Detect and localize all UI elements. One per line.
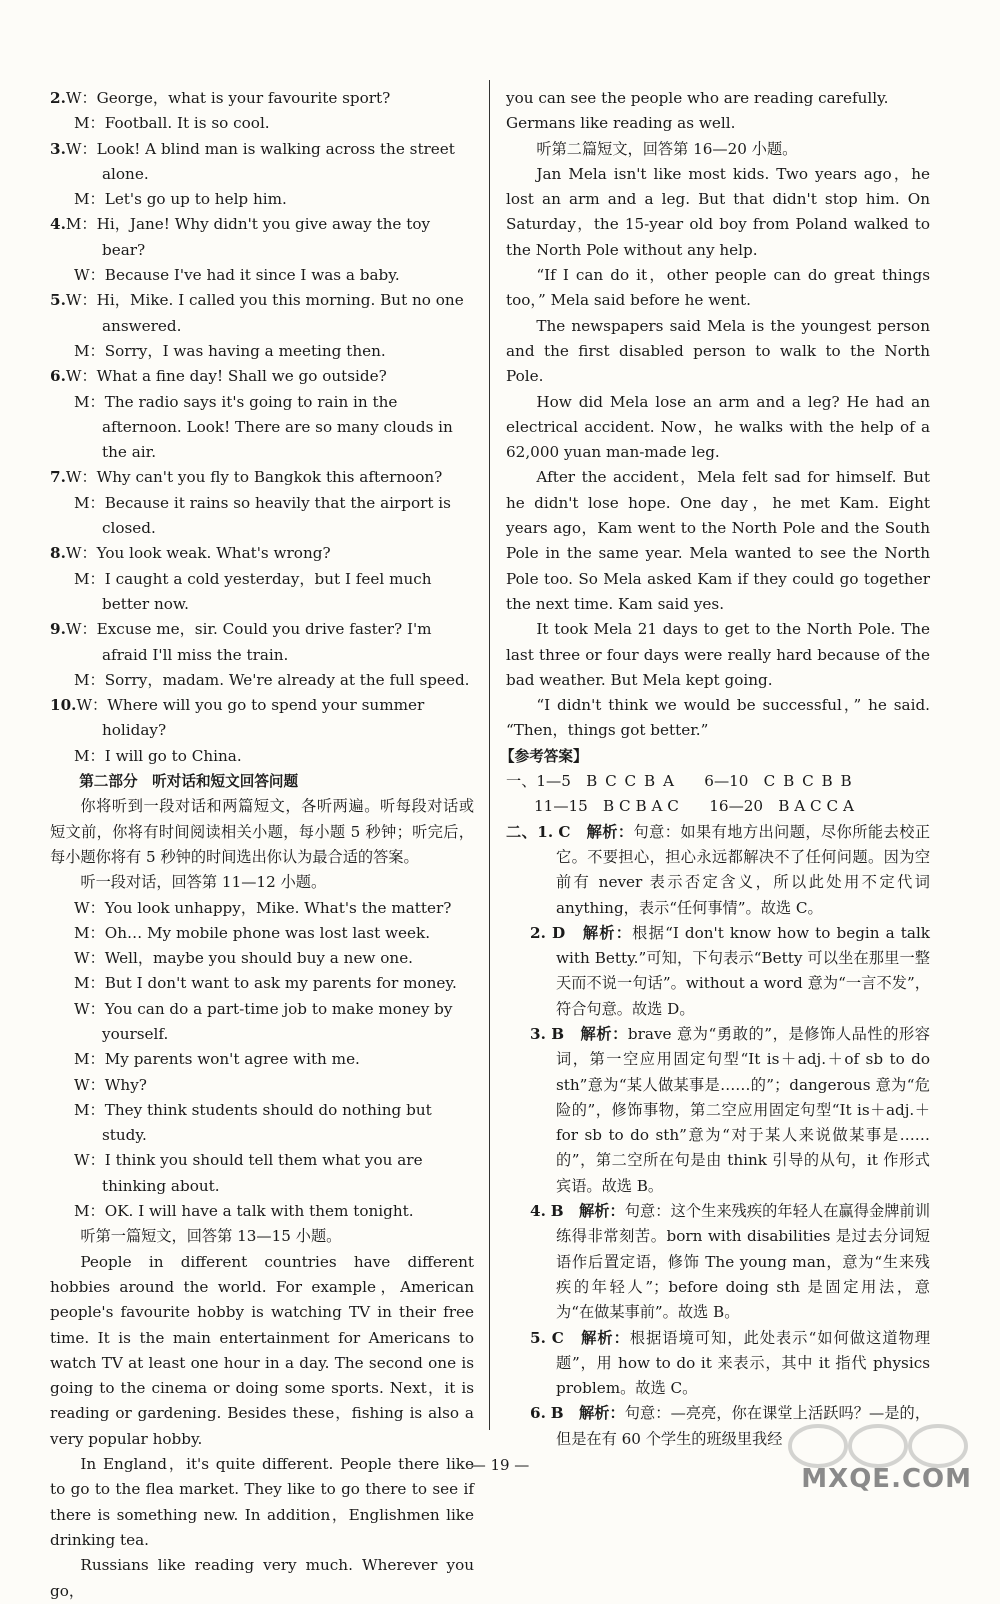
explanation-text: 根据语境可知，此处表示“如何做这道物理题”，用 how to do it 来表示，其中 it 指代 physics problem。故选 C。 <box>556 1328 931 1398</box>
dialogue-line: M：OK. I will have a talk with them tonight. <box>74 1202 414 1221</box>
dialogue-text: M：Because it rains so heavily that the airport is closed. <box>74 493 451 538</box>
passage-intro: 听第二篇短文，回答第 16—20 小题。 <box>536 139 798 158</box>
passage-paragraph: After the accident，Mela felt sad for himself. But he didn't lose hope. One day，he met Kam. Eight years ago，Kam went to the North Pole and the South Pole in the same year. Mela wanted to see the North Pole too. So Mela asked Kam if they could go together the next time. Kam said yes. <box>506 468 930 613</box>
dialogue-line <box>50 491 474 542</box>
item-number: 10. <box>50 696 77 715</box>
explanation-text: 句意：—亮亮，你在课堂上活跃吗？—是的，但是在有 60 个学生的班级里我经 <box>556 1404 931 1448</box>
answer-label: B 解析： <box>550 1404 625 1423</box>
passage-paragraph: The newspapers said Mela is the youngest person and the first disabled person to walk to the North Pole. <box>506 316 930 386</box>
answer-label: B 解析： <box>550 1202 625 1221</box>
item-number: 3. <box>50 139 66 158</box>
dialogue-line <box>50 137 474 188</box>
explanation-item <box>506 820 930 921</box>
dialogue-intro: 听一段对话，回答第 11—12 小题。 <box>80 873 327 892</box>
dialogue-line <box>50 390 474 466</box>
right-column <box>500 86 931 1452</box>
dialogue-text: M：Football. It is so cool. <box>74 114 270 133</box>
dialogue-line <box>50 187 474 212</box>
dialogue-line <box>50 364 474 389</box>
dialogue-text: W：You look weak. What's wrong? <box>65 544 331 563</box>
dialogue-text: M：Hi，Jane! Why didn't you give away the toy bear? <box>65 215 431 259</box>
item-number: 2. <box>50 89 66 107</box>
dialogue-line: W：I think you should tell them what you are thinking about. <box>74 1151 423 1195</box>
answer-label: C 解析： <box>558 822 634 841</box>
column-divider <box>489 80 490 1430</box>
item-number: 7. <box>50 468 66 487</box>
item-number: 9. <box>50 620 66 639</box>
dialogue-line: M：They think students should do nothing but study. <box>74 1100 432 1145</box>
dialogue-text: W：George，what is your favourite sport? <box>65 89 391 107</box>
item-number: 6. <box>50 367 66 386</box>
answers-title: 【参考答案】 <box>500 747 588 765</box>
item-number: 3. <box>530 1024 546 1043</box>
passage-paragraph: People in different countries have different hobbies around the world. For example，American people's favourite hobby is watching TV in their free time. It is the main entertainment for Americans to watch TV at least one hour in a day. The second one is going to the cinema or doing some sports. Next，it is reading or gardening. Besides these，fishing is also a very popular hobby. <box>50 1252 474 1448</box>
item-number: 6. <box>530 1404 546 1423</box>
dialogue-line <box>50 263 474 288</box>
dialogue-line <box>50 744 474 769</box>
explanation-text: brave 意为“勇敢的”，是修饰人品性的形容词，第一空应用固定句型“It is＋adj.＋of sb to do sth”意为“某人做某事是……的”；dangerous 意为“危险的”，修饰事物，第二空应用固定句型“It is＋adj.＋for sb to do sth”意为“对于某人来说做某事是……的”，第二空所在句是由 think 引导的从句，it 作形式宾语。故选 B。 <box>556 1024 930 1195</box>
instructions: 你将听到一段对话和两篇短文，各听两遍。听每段对话或短文前，你将有时间阅读相关小题，每小题 5 秒钟；听完后，每小题你将有 5 秒钟的时间选出你认为最合适的答案。 <box>50 797 474 866</box>
passage-paragraph: Jan Mela isn't like most kids. Two years ago，he lost an arm and a leg. But that didn't stop him. On Saturday，the 15-year old boy from Poland walked to the North Pole without any help. <box>506 164 930 259</box>
dialogue-text: W：What a fine day! Shall we go outside? <box>65 367 387 386</box>
passage-paragraph: Russians like reading very much. Wherever you go， <box>50 1556 474 1600</box>
item-number: 4. <box>50 215 66 234</box>
dialogue-text: M：Sorry，madam. We're already at the full speed. <box>74 670 470 689</box>
watermark-url: MXQE.COM <box>801 1464 972 1494</box>
passage-intro: 听第一篇短文，回答第 13—15 小题。 <box>80 1227 342 1246</box>
dialogue-line <box>50 339 474 364</box>
dialogue-text: W：Why can't you fly to Bangkok this afternoon? <box>65 468 443 487</box>
dialogue-line <box>50 212 474 263</box>
answer-key-line: 一、1—5 B C C B A 6—10 C B C B B <box>506 772 852 791</box>
dialogue-text: W：Where will you go to spend your summer holiday? <box>76 696 425 740</box>
item-number: 2. <box>530 923 546 942</box>
dialogue-text: W：Because I've had it since I was a baby. <box>74 266 400 285</box>
dialogue-line <box>50 693 474 744</box>
answer-label: D 解析： <box>551 923 633 942</box>
page-number: — 19 — <box>470 1456 530 1474</box>
passage-paragraph: “I didn't think we would be successful，” he said. “Then，things got better.” <box>506 696 930 740</box>
dialogue-text: M：I caught a cold yesterday，but I feel much better now. <box>74 569 432 613</box>
explanation-item <box>506 1326 930 1402</box>
dialogue-line: W：You look unhappy，Mike. What's the matter? <box>74 898 452 917</box>
dialogue-line <box>50 86 474 111</box>
explanation-item <box>506 1022 930 1199</box>
item-number: 8. <box>50 544 66 563</box>
explanation-item <box>506 1199 930 1325</box>
passage-paragraph: In England，it's quite different. People there like to go to the flea market. They like to go there to see if there is something new. In addition，Englishmen like drinking tea. <box>50 1455 474 1549</box>
dialogue-line: W：Why? <box>74 1075 147 1094</box>
dialogue-text: M：Sorry，I was having a meeting then. <box>74 341 386 360</box>
explanation-text: 句意：如果有地方出问题，尽你所能去校正它。不要担心，担心永远都解决不了任何问题。因为空前有 never 表示否定含义，所以此处用不定代词 anything，表示“任何事情”。故选 C。 <box>556 822 931 917</box>
dialogue-line: M：My parents won't agree with me. <box>74 1050 360 1069</box>
passage-paragraph: you can see the people who are reading carefully. Germans like reading as well. <box>506 89 889 133</box>
dialogue-text: M：Let's go up to help him. <box>74 190 287 209</box>
passage-paragraph: “If I can do it，other people can do great things too，” Mela said before he went. <box>506 266 930 310</box>
answer-key-line: 11—15 B C B A C 16—20 B A C C A <box>534 797 854 816</box>
explanation-item <box>506 921 930 1022</box>
dialogue-line <box>50 541 474 566</box>
passage-paragraph: It took Mela 21 days to get to the North Pole. The last three or four days were really hard because of the bad weather. But Mela kept going. <box>506 620 930 689</box>
explanation-text: 句意：这个生来残疾的年轻人在赢得金牌前训练得非常刻苦。born with disabilities 是过去分词短语作后置定语，修饰 The young man，意为“生来残疾的年轻人”；before doing sth 是固定用法，意为“在做某事前”。故选 B。 <box>556 1202 931 1322</box>
dialogue-line: W：Well，maybe you should buy a new one. <box>74 949 414 968</box>
dialogue-text: W：Look! A blind man is walking across the street alone. <box>65 139 455 183</box>
left-column <box>50 86 474 1604</box>
dialogue-text: M：The radio says it's going to rain in the afternoon. Look! There are so many clouds in the air. <box>74 392 453 462</box>
dialogue-line <box>50 567 474 618</box>
dialogue-line: M：Oh… My mobile phone was lost last week. <box>74 923 431 942</box>
answer-label: B 解析： <box>551 1024 628 1043</box>
item-number: 二、1. <box>506 822 554 841</box>
dialogue-text: W：Excuse me，sir. Could you drive faster? I'm afraid I'll miss the train. <box>65 620 432 664</box>
section-heading: 第二部分 听对话和短文回答问题 <box>79 773 299 791</box>
explanation-text: 根据“I don't know how to begin a talk with Betty.”可知，下句表示“Betty 可以坐在那里一整天而不说一句话”。without a word 意为“一言不发”，符合句意。故选 D。 <box>556 923 930 1018</box>
dialogue-line <box>50 288 474 339</box>
dialogue-line: W：You can do a part-time job to make money by yourself. <box>74 999 453 1043</box>
dialogue-line <box>50 111 474 136</box>
dialogue-line: M：But I don't want to ask my parents for money. <box>74 974 457 993</box>
item-number: 5. <box>50 291 66 310</box>
dialogue-text: M：I will go to China. <box>74 746 242 765</box>
answer-label: C 解析： <box>551 1328 630 1347</box>
passage-paragraph: How did Mela lose an arm and a leg? He had an electrical accident. Now，he walks with the help of a 62,000 yuan man-made leg. <box>506 392 930 462</box>
dialogue-line <box>50 617 474 668</box>
dialogue-line <box>50 668 474 693</box>
dialogue-text: W：Hi，Mike. I called you this morning. But no one answered. <box>65 291 464 335</box>
dialogue-line <box>50 465 474 490</box>
item-number: 4. <box>530 1202 546 1221</box>
item-number: 5. <box>530 1328 546 1347</box>
